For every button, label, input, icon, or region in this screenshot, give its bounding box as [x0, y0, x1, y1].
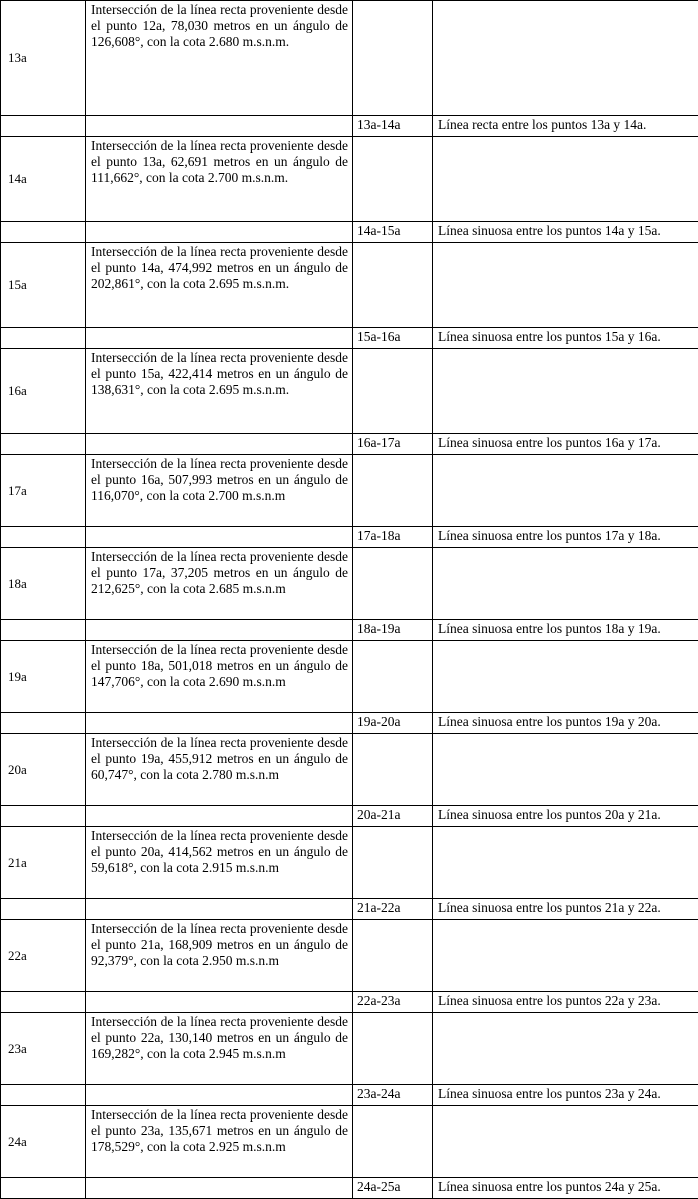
- segment-description-cell: Línea sinuosa entre los puntos 19a y 20a.: [433, 713, 698, 734]
- segment-id-cell: 22a-23a: [353, 992, 433, 1013]
- segment-row: [1, 806, 698, 827]
- empty-cell: [1, 116, 86, 137]
- point-row: [1, 548, 698, 620]
- empty-cell: [433, 548, 698, 620]
- segment-id-cell: 20a-21a: [353, 806, 433, 827]
- segment-description-cell: Línea sinuosa entre los puntos 23a y 24a.: [433, 1085, 698, 1106]
- empty-cell: [86, 1085, 353, 1106]
- point-row: [1, 349, 698, 434]
- empty-cell: [86, 328, 353, 349]
- segment-id-cell: 17a-18a: [353, 527, 433, 548]
- segment-row: [1, 434, 698, 455]
- point-description-cell: Intersección de la línea recta proveniente desde el punto 16a, 507,993 metros en un ángulo de 116,070°, con la cota 2.700 m.s.n.m: [86, 455, 353, 527]
- empty-cell: [86, 620, 353, 641]
- point-id-cell: 22a: [1, 920, 86, 992]
- point-row: [1, 1106, 698, 1178]
- segment-id-cell: 15a-16a: [353, 328, 433, 349]
- point-id-cell: 19a: [1, 641, 86, 713]
- empty-cell: [86, 899, 353, 920]
- empty-cell: [353, 137, 433, 222]
- empty-cell: [86, 527, 353, 548]
- point-row: [1, 734, 698, 806]
- segment-id-cell: 13a-14a: [353, 116, 433, 137]
- segment-row: [1, 1085, 698, 1106]
- empty-cell: [433, 920, 698, 992]
- empty-cell: [433, 137, 698, 222]
- point-id-cell: 15a: [1, 243, 86, 328]
- segment-row: [1, 899, 698, 920]
- point-description-cell: Intersección de la línea recta proveniente desde el punto 17a, 37,205 metros en un ángulo de 212,625°, con la cota 2.685 m.s.n.m: [86, 548, 353, 620]
- point-description-cell: Intersección de la línea recta proveniente desde el punto 20a, 414,562 metros en un ángulo de 59,618°, con la cota 2.915 m.s.n.m: [86, 827, 353, 899]
- empty-cell: [353, 349, 433, 434]
- segment-description-cell: Línea sinuosa entre los puntos 17a y 18a.: [433, 527, 698, 548]
- empty-cell: [86, 992, 353, 1013]
- empty-cell: [433, 641, 698, 713]
- segment-row: [1, 116, 698, 137]
- point-description-cell: Intersección de la línea recta proveniente desde el punto 23a, 135,671 metros en un ángulo de 178,529°, con la cota 2.925 m.s.n.m: [86, 1106, 353, 1178]
- empty-cell: [353, 455, 433, 527]
- point-description-cell: Intersección de la línea recta proveniente desde el punto 22a, 130,140 metros en un ángulo de 169,282°, con la cota 2.945 m.s.n.m: [86, 1013, 353, 1085]
- segment-description-cell: Línea sinuosa entre los puntos 21a y 22a.: [433, 899, 698, 920]
- point-id-cell: 20a: [1, 734, 86, 806]
- empty-cell: [86, 222, 353, 243]
- empty-cell: [433, 243, 698, 328]
- point-row: [1, 455, 698, 527]
- segment-id-cell: 24a-25a: [353, 1178, 433, 1199]
- segment-id-cell: 16a-17a: [353, 434, 433, 455]
- empty-cell: [433, 1013, 698, 1085]
- point-id-cell: 21a: [1, 827, 86, 899]
- empty-cell: [353, 1013, 433, 1085]
- empty-cell: [433, 349, 698, 434]
- empty-cell: [1, 527, 86, 548]
- point-description-cell: Intersección de la línea recta proveniente desde el punto 14a, 474,992 metros en un ángulo de 202,861°, con la cota 2.695 m.s.n.m.: [86, 243, 353, 328]
- segment-row: [1, 1178, 698, 1199]
- empty-cell: [1, 992, 86, 1013]
- segment-description-cell: Línea sinuosa entre los puntos 18a y 19a.: [433, 620, 698, 641]
- point-id-cell: 17a: [1, 455, 86, 527]
- empty-cell: [433, 734, 698, 806]
- point-row: [1, 641, 698, 713]
- point-id-cell: 13a: [1, 1, 86, 116]
- segment-row: [1, 328, 698, 349]
- empty-cell: [86, 713, 353, 734]
- empty-cell: [1, 713, 86, 734]
- empty-cell: [353, 827, 433, 899]
- empty-cell: [353, 734, 433, 806]
- segment-description-cell: Línea sinuosa entre los puntos 22a y 23a.: [433, 992, 698, 1013]
- segment-description-cell: Línea recta entre los puntos 13a y 14a.: [433, 116, 698, 137]
- point-description-cell: Intersección de la línea recta proveniente desde el punto 18a, 501,018 metros en un ángulo de 147,706°, con la cota 2.690 m.s.n.m: [86, 641, 353, 713]
- segment-row: [1, 222, 698, 243]
- point-row: [1, 1013, 698, 1085]
- point-row: [1, 827, 698, 899]
- empty-cell: [353, 1106, 433, 1178]
- empty-cell: [1, 806, 86, 827]
- point-description-cell: Intersección de la línea recta proveniente desde el punto 12a, 78,030 metros en un ángulo de 126,608°, con la cota 2.680 m.s.n.m.: [86, 1, 353, 116]
- empty-cell: [1, 899, 86, 920]
- point-description-cell: Intersección de la línea recta proveniente desde el punto 13a, 62,691 metros en un ángulo de 111,662°, con la cota 2.700 m.s.n.m.: [86, 137, 353, 222]
- segment-description-cell: Línea sinuosa entre los puntos 15a y 16a.: [433, 328, 698, 349]
- empty-cell: [353, 1, 433, 116]
- empty-cell: [353, 641, 433, 713]
- point-id-cell: 24a: [1, 1106, 86, 1178]
- segment-row: [1, 527, 698, 548]
- empty-cell: [86, 1178, 353, 1199]
- point-row: [1, 920, 698, 992]
- empty-cell: [1, 1178, 86, 1199]
- empty-cell: [433, 1106, 698, 1178]
- segment-description-cell: Línea sinuosa entre los puntos 14a y 15a.: [433, 222, 698, 243]
- segment-description-cell: Línea sinuosa entre los puntos 24a y 25a.: [433, 1178, 698, 1199]
- segment-row: [1, 620, 698, 641]
- point-row: [1, 137, 698, 222]
- point-description-cell: Intersección de la línea recta proveniente desde el punto 15a, 422,414 metros en un ángulo de 138,631°, con la cota 2.695 m.s.n.m.: [86, 349, 353, 434]
- empty-cell: [433, 1, 698, 116]
- empty-cell: [353, 243, 433, 328]
- empty-cell: [353, 548, 433, 620]
- segment-row: [1, 992, 698, 1013]
- point-row: [1, 1, 698, 116]
- empty-cell: [1, 620, 86, 641]
- segment-id-cell: 21a-22a: [353, 899, 433, 920]
- segment-description-cell: Línea sinuosa entre los puntos 16a y 17a.: [433, 434, 698, 455]
- empty-cell: [1, 434, 86, 455]
- point-description-cell: Intersección de la línea recta proveniente desde el punto 21a, 168,909 metros en un ángulo de 92,379°, con la cota 2.950 m.s.n.m: [86, 920, 353, 992]
- empty-cell: [86, 434, 353, 455]
- segment-row: [1, 713, 698, 734]
- point-description-cell: Intersección de la línea recta proveniente desde el punto 19a, 455,912 metros en un ángulo de 60,747°, con la cota 2.780 m.s.n.m: [86, 734, 353, 806]
- point-id-cell: 14a: [1, 137, 86, 222]
- point-id-cell: 23a: [1, 1013, 86, 1085]
- segment-id-cell: 14a-15a: [353, 222, 433, 243]
- empty-cell: [86, 116, 353, 137]
- point-id-cell: 18a: [1, 548, 86, 620]
- empty-cell: [1, 1085, 86, 1106]
- segment-description-cell: Línea sinuosa entre los puntos 20a y 21a.: [433, 806, 698, 827]
- empty-cell: [1, 222, 86, 243]
- empty-cell: [86, 806, 353, 827]
- point-row: [1, 243, 698, 328]
- empty-cell: [353, 920, 433, 992]
- segment-id-cell: 18a-19a: [353, 620, 433, 641]
- empty-cell: [433, 455, 698, 527]
- empty-cell: [433, 827, 698, 899]
- point-id-cell: 16a: [1, 349, 86, 434]
- empty-cell: [1, 328, 86, 349]
- segment-id-cell: 19a-20a: [353, 713, 433, 734]
- segment-id-cell: 23a-24a: [353, 1085, 433, 1106]
